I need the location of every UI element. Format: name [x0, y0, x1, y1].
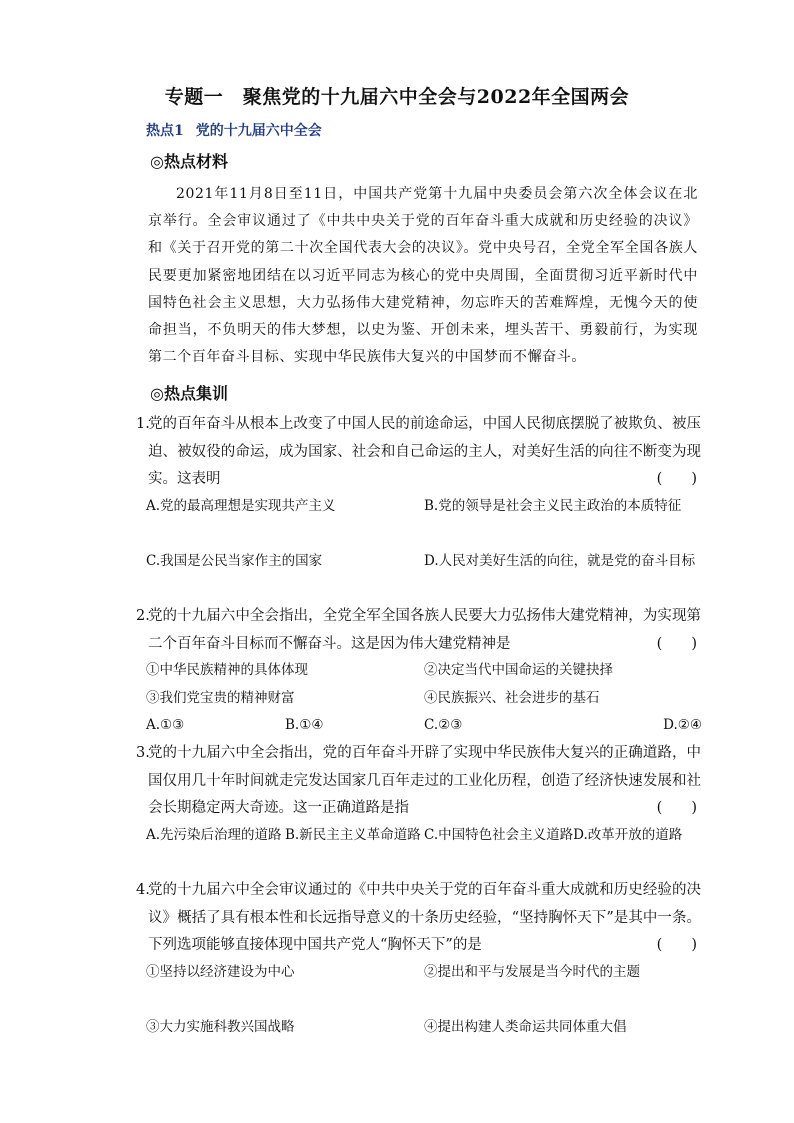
- item-4: ④民族振兴、社会进步的基石: [424, 689, 600, 706]
- question-stem: 党的十九届六中全会指出，全党全军全国各族人民要大力弘扬伟大建党精神，为实现第二个百年奋斗目标而不懈奋斗。这是因为伟大建党精神是 ( ): [136, 603, 701, 658]
- option-d: D.人民对美好生活的向往，就是党的奋斗目标: [424, 553, 696, 569]
- answer-bracket: ( ): [656, 937, 697, 953]
- question-stem: 党的十九届六中全会审议通过的《中共中央关于党的百年奋斗重大成就和历史经验的决议》概括了具有根本性和长远指导意义的十条历史经验，“坚持胸怀天下”是其中一条。下列选项能够直接体现中国共产党人“胸怀天下”的是 ( ): [136, 877, 701, 960]
- answer-bracket: ( ): [656, 635, 697, 652]
- question-4: [136, 877, 701, 960]
- option-b: B.新民主主义革命道路: [285, 827, 421, 843]
- option-c: C.②③: [424, 717, 463, 733]
- question-4-items-34: [146, 1014, 702, 1042]
- question-3-options: [146, 822, 702, 850]
- option-a: A.①③: [146, 717, 185, 733]
- hotspot-label: 热点1: [146, 123, 184, 139]
- option-d: D.改革开放的道路: [573, 827, 683, 843]
- question-number: 1.: [136, 416, 150, 432]
- material-paragraph: 2021年11月8日至11日，中国共产党第十九届中央委员会第六次全体会议在北京举行。全会审议通过了《中共中央关于党的百年奋斗重大成就和历史经验的决议》和《关于召开党的第二十次全国代表大会的决议》。党中央号召，全党全军全国各族人民要更加紧密地团结在以习近平同志为核心的党中央周围，全面贯彻习近平新时代中国特色社会主义思想，大力弘扬伟大建党精神，勿忘昨天的苦难辉煌，无愧今天的使命担当，不负明天的伟大梦想，以史为鉴、开创未来，埋头苦干、勇毅前行，为实现第二个百年奋斗目标、实现中华民族伟大复兴的中国梦而不懈奋斗。: [148, 186, 698, 366]
- question-number: 2.: [136, 608, 150, 624]
- option-b: B.党的领导是社会主义民主政治的本质特征: [424, 498, 682, 514]
- question-1: [136, 411, 701, 494]
- question-1-options-cd: [146, 548, 702, 576]
- question-stem: 党的十九届六中全会指出，党的百年奋斗开辟了实现中华民族伟大复兴的正确道路，中国仅用几十年时间就走完发达国家几百年走过的工业化历程，创造了经济快速发展和社会长期稳定两大奇迹。这一正确道路是指 ( ): [136, 740, 701, 823]
- item-2: ②决定当代中国命运的关键抉择: [424, 662, 613, 678]
- option-c: C.我国是公民当家作主的国家: [146, 553, 323, 569]
- question-stem: 党的百年奋斗从根本上改变了中国人民的前途命运，中国人民彻底摆脱了被欺负、被压迫、被奴役的命运，成为国家、社会和自己命运的主人，对美好生活的向往不断变为现实。这表明 ( ): [136, 411, 701, 494]
- page-title: 专题一 聚焦党的十九届六中全会与2022年全国两会: [164, 86, 630, 108]
- item-3: ③我们党宝贵的精神财富: [146, 689, 295, 706]
- section-material-heading: ◎热点材料: [150, 152, 228, 171]
- question-1-options: [146, 493, 702, 521]
- answer-bracket: ( ): [656, 471, 697, 487]
- question-number: 4.: [136, 882, 150, 898]
- option-a: A.先污染后治理的道路: [146, 827, 282, 843]
- option-b: B.①④: [285, 717, 324, 733]
- question-2-items: [146, 657, 702, 740]
- option-c: C.中国特色社会主义道路: [424, 827, 574, 843]
- section-training-heading: ◎热点集训: [150, 384, 228, 403]
- hotspot-name: 党的十九届六中全会: [195, 123, 322, 139]
- question-number: 3.: [136, 745, 150, 761]
- item-3: ③大力实施科教兴国战略: [146, 1019, 295, 1035]
- question-2: [136, 603, 701, 658]
- option-a: A.党的最高理想是实现共产主义: [146, 498, 336, 514]
- question-4-items: [146, 959, 702, 987]
- question-3: [136, 740, 701, 823]
- hotspot-heading: [146, 120, 322, 140]
- answer-bracket: ( ): [656, 800, 697, 816]
- option-d: D.②④: [663, 717, 702, 733]
- item-1: ①中华民族精神的具体体现: [146, 662, 308, 678]
- item-4: ④提出构建人类命运共同体重大倡: [424, 1019, 627, 1035]
- item-1: ①坚持以经济建设为中心: [146, 964, 295, 980]
- item-2: ②提出和平与发展是当今时代的主题: [424, 964, 640, 980]
